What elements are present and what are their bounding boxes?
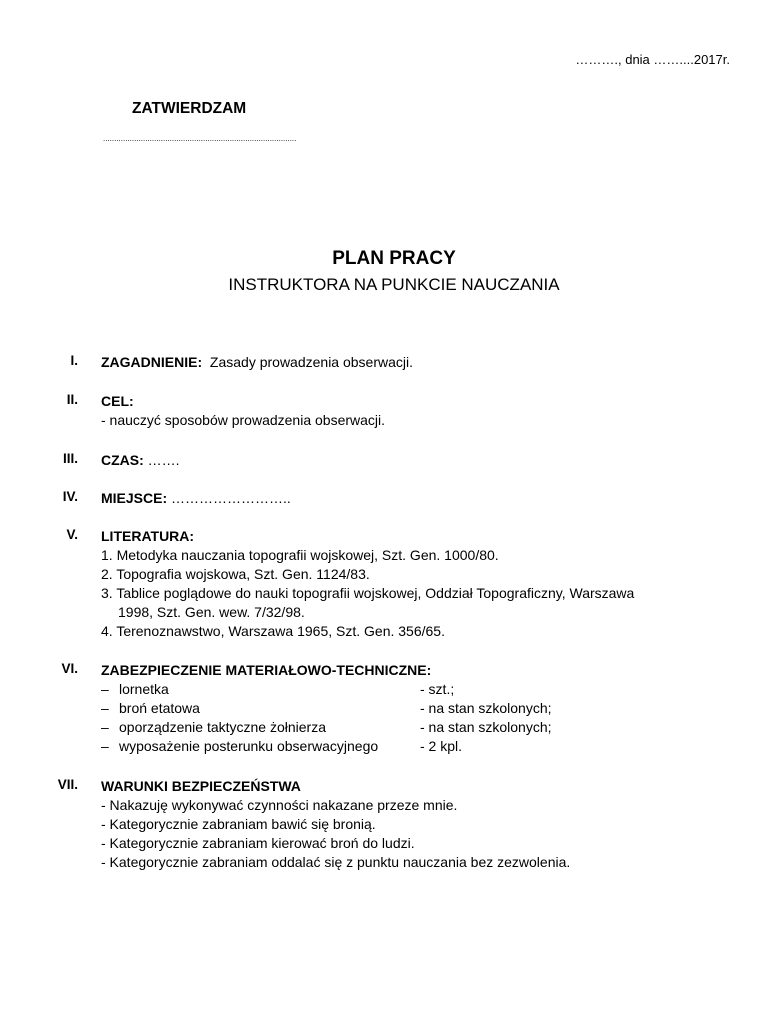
section-text: ……. bbox=[147, 452, 180, 468]
material-row bbox=[101, 680, 721, 699]
dash-bullet: – bbox=[101, 738, 109, 754]
section-label: ZABEZPIECZENIE MATERIAŁOWO-TECHNICZNE: bbox=[101, 662, 432, 678]
material-row bbox=[101, 699, 721, 718]
dash-bullet: – bbox=[101, 719, 109, 735]
section-label: CZAS: bbox=[101, 452, 144, 468]
material-name: oporządzenie taktyczne żołnierza bbox=[119, 719, 327, 735]
material-quantity: - szt.; bbox=[420, 681, 455, 697]
signature-line: ....................................................................................... bbox=[103, 134, 297, 143]
section-label: WARUNKI BEZPIECZEŃSTWA bbox=[101, 778, 301, 794]
material-quantity: - 2 kpl. bbox=[420, 738, 463, 754]
section-number: III. bbox=[62, 451, 78, 466]
section-text: …………………….. bbox=[171, 490, 291, 506]
material-name: wyposażenie posterunku obserwacyjnego bbox=[119, 738, 379, 754]
section-text: - nauczyć sposobów prowadzenia obserwacji. bbox=[101, 412, 386, 428]
literature-item: 1. Metodyka nauczania topografii wojskowej, Szt. Gen. 1000/80. bbox=[101, 547, 499, 563]
section-number: IV. bbox=[62, 489, 78, 504]
section-number: VI. bbox=[61, 661, 78, 676]
safety-rule: - Nakazuję wykonywać czynności nakazane przeze mnie. bbox=[101, 797, 458, 813]
section-number: V. bbox=[66, 527, 78, 542]
material-row bbox=[101, 737, 721, 756]
section-number: VII. bbox=[57, 777, 78, 792]
safety-rule: - Kategorycznie zabraniam bawić się bronią. bbox=[101, 816, 376, 832]
literature-item: 4. Terenoznawstwo, Warszawa 1965, Szt. Gen. 356/65. bbox=[101, 623, 445, 639]
literature-item: 2. Topografia wojskowa, Szt. Gen. 1124/83. bbox=[101, 566, 370, 582]
document-title: PLAN PRACY bbox=[332, 248, 456, 269]
date-line: ………., dnia ……....2017r. bbox=[575, 52, 730, 67]
literature-item-continued: 1998, Szt. Gen. wew. 7/32/98. bbox=[118, 604, 305, 620]
safety-rule: - Kategorycznie zabraniam kierować broń do ludzi. bbox=[101, 835, 415, 851]
dash-bullet: – bbox=[101, 700, 109, 716]
section-label: ZAGADNIENIE: bbox=[101, 354, 203, 370]
material-name: broń etatowa bbox=[119, 700, 200, 716]
section-number: II. bbox=[66, 392, 78, 407]
document-subtitle: INSTRUKTORA NA PUNKCIE NAUCZANIA bbox=[228, 275, 560, 294]
material-row bbox=[101, 718, 721, 737]
literature-item: 3. Tablice poglądowe do nauki topografii wojskowej, Oddział Topograficzny, Warszawa bbox=[101, 585, 635, 601]
approval-heading: ZATWIERDZAM bbox=[132, 100, 247, 117]
material-name: lornetka bbox=[119, 681, 169, 697]
section-label: CEL: bbox=[101, 393, 134, 409]
section-label: LITERATURA: bbox=[101, 528, 195, 544]
safety-rule: - Kategorycznie zabraniam oddalać się z punktu nauczania bez zezwolenia. bbox=[101, 854, 571, 870]
section-text: Zasady prowadzenia obserwacji. bbox=[209, 354, 414, 370]
dash-bullet: – bbox=[101, 681, 109, 697]
material-quantity: - na stan szkolonych; bbox=[420, 700, 552, 716]
material-quantity: - na stan szkolonych; bbox=[420, 719, 552, 735]
section-label: MIEJSCE: bbox=[101, 490, 168, 506]
section-number: I. bbox=[70, 353, 78, 368]
